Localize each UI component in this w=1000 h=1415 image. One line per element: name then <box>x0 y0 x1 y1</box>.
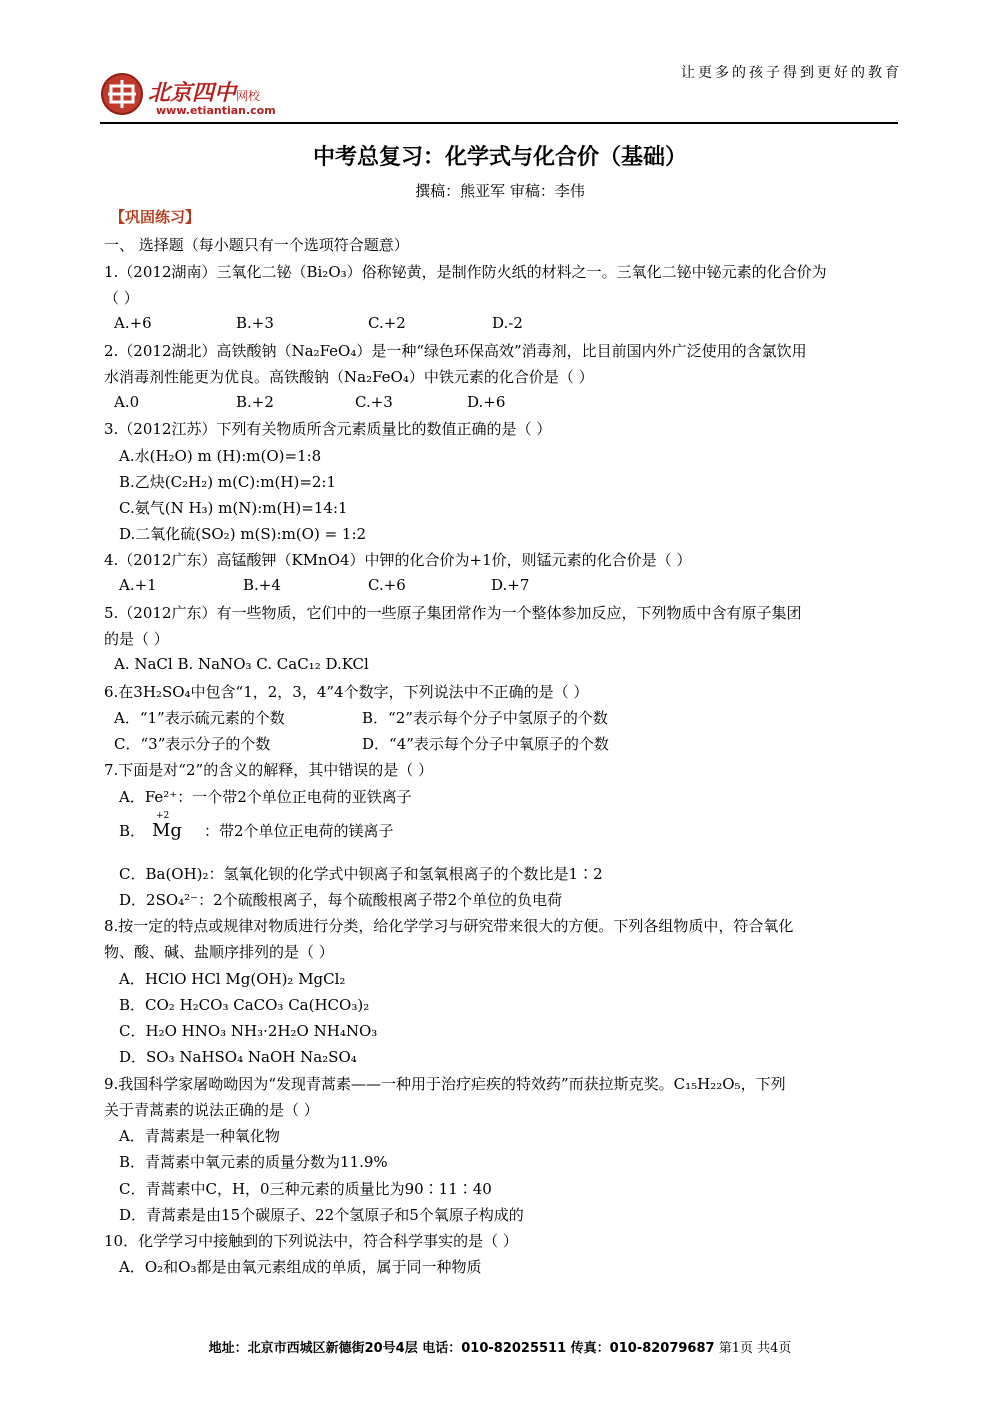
q7-option-d: D．2SO₄²⁻：2个硫酸根离子，每个硫酸根离子带2个单位的负电荷 <box>119 891 563 909</box>
logo-sub: 网校 <box>236 89 261 103</box>
q2-stem-line1: 2.（2012湖北）高铁酸钠（Na₂FeO₄）是一种“绿色环保高效”消毒剂，比目前国内外广泛使用的含氯饮用 <box>104 342 807 360</box>
q9-stem-line2: 关于青蒿素的说法正确的是（ ） <box>104 1101 319 1119</box>
q2-option-a: A.0 <box>114 393 140 411</box>
q4-option-b: B.+4 <box>243 576 281 594</box>
part-heading: 一、 选择题（每小题只有一个选项符合题意） <box>104 236 409 254</box>
q9-option-d: D．青蒿素是由15个碳原子、22个氢原子和5个氧原子构成的 <box>119 1206 524 1224</box>
q4-stem: 4.（2012广东）高锰酸钾（KMnO4）中钾的化合价为+1价，则锰元素的化合价是（ ） <box>104 551 692 569</box>
q6-option-c: C．“3”表示分子的个数 <box>114 735 271 753</box>
q3-option-a: A.水(H₂O) m (H):m(O)=1:8 <box>119 447 322 465</box>
q6-option-a: A．“1”表示硫元素的个数 <box>114 709 285 727</box>
q2-stem-line2: 水消毒剂性能更为优良。高铁酸钠（Na₂FeO₄）中铁元素的化合价是（ ） <box>104 368 594 386</box>
q1-option-d: D.-2 <box>492 314 523 332</box>
q9-option-a: A．青蒿素是一种氧化物 <box>119 1127 280 1145</box>
q1-stem: 1.（2012湖南）三氧化二铋（Bi₂O₃）俗称铋黄，是制作防火纸的材料之一。三氧化二铋中铋元素的化合价为 <box>104 263 827 281</box>
q3-stem: 3.（2012江苏）下列有关物质所含元素质量比的数值正确的是（ ） <box>104 420 552 438</box>
q4-option-c: C.+6 <box>368 576 406 594</box>
q5-stem-line2: 的是（ ） <box>104 630 169 648</box>
q2-option-b: B.+2 <box>236 393 274 411</box>
q1-blank: （ ） <box>104 289 139 307</box>
footer-page-number: 第1页 共4页 <box>714 1341 792 1356</box>
q1-option-b: B.+3 <box>236 314 274 332</box>
q3-option-d: D.二氧化硫(SO₂) m(S):m(O) = 1:2 <box>119 525 367 543</box>
q8-option-a: A．HClO HCl Mg(OH)₂ MgCl₂ <box>119 970 346 988</box>
q4-option-d: D.+7 <box>491 576 530 594</box>
q7-option-c: C．Ba(OH)₂：氢氧化钡的化学式中钡离子和氢氧根离子的个数比是1∶2 <box>119 865 603 883</box>
page-footer <box>0 1337 1000 1356</box>
q10-option-a: A．O₂和O₃都是由氧元素组成的单质，属于同一种物质 <box>119 1258 482 1276</box>
q7-stem: 7.下面是对“2”的含义的解释，其中错误的是（ ） <box>104 761 433 779</box>
q3-option-c: C.氨气(N H₃) m(N):m(H)=14:1 <box>119 499 348 517</box>
q10-stem: 10．化学学习中接触到的下列说法中，符合科学事实的是（ ） <box>104 1232 518 1250</box>
q8-option-b: B．CO₂ H₂CO₃ CaCO₃ Ca(HCO₃)₂ <box>119 996 370 1014</box>
q1-option-a: A.+6 <box>114 314 152 332</box>
logo-url: www.etiantian.com <box>156 104 276 117</box>
q8-option-c: C．H₂O HNO₃ NH₃·2H₂O NH₄NO₃ <box>119 1022 378 1040</box>
q7-valence-mg <box>152 811 182 841</box>
footer-address: 地址：北京市西城区新德街20号4层 电话：010-82025511 传真：010-82079687 <box>208 1341 715 1356</box>
q9-option-b: B．青蒿素中氧元素的质量分数为11.9% <box>119 1153 388 1171</box>
section-heading: 【巩固练习】 <box>110 208 201 226</box>
q7-option-b-label: B． <box>119 822 146 840</box>
q8-stem-line2: 物、酸、碱、盐顺序排列的是（ ） <box>104 943 334 961</box>
q9-option-c: C．青蒿素中C，H，0三种元素的质量比为90∶11∶40 <box>119 1180 492 1198</box>
q5-options: A. NaCl B. NaNO₃ C. CaC₁₂ D.KCl <box>114 655 369 673</box>
logo-name <box>148 76 260 107</box>
q7-option-b-text: ：带2个单位正电荷的镁离子 <box>204 822 394 840</box>
q4-option-a: A.+1 <box>119 576 157 594</box>
logo-emblem-icon <box>100 72 144 116</box>
doc-title: 中考总复习：化学式与化合价（基础） <box>312 144 687 170</box>
q1-option-c: C.+2 <box>368 314 406 332</box>
q6-option-b: B．“2”表示每个分子中氢原子的个数 <box>362 709 608 727</box>
q3-option-b: B.乙炔(C₂H₂) m(C):m(H)=2:1 <box>119 473 337 491</box>
header-rule <box>100 122 898 124</box>
q6-stem: 6.在3H₂SO₄中包含“1，2，3，4”4个数字，下列说法中不正确的是（ ） <box>104 683 589 701</box>
q7-valence-value: +2 <box>156 811 170 821</box>
q7-valence-symbol: Mg <box>152 820 182 841</box>
q6-option-d: D．“4”表示每个分子中氧原子的个数 <box>362 735 609 753</box>
q8-option-d: D．SO₃ NaHSO₄ NaOH Na₂SO₄ <box>119 1048 357 1066</box>
q9-stem-line1: 9.我国科学家屠呦呦因为“发现青蒿素——一种用于治疗疟疾的特效药”而获拉斯克奖。C₁₅H₂₂O₅，下列 <box>104 1075 786 1093</box>
q2-option-c: C.+3 <box>355 393 393 411</box>
q7-option-a: A．Fe²⁺：一个带2个单位正电荷的亚铁离子 <box>119 788 412 806</box>
q8-stem-line1: 8.按一定的特点或规律对物质进行分类，给化学学习与研究带来很大的方便。下列各组物质中，符合氧化 <box>104 917 794 935</box>
q5-stem-line1: 5.（2012广东）有一些物质，它们中的一些原子集团常作为一个整体参加反应，下列物质中含有原子集团 <box>104 604 802 622</box>
doc-authors: 撰稿：熊亚军 审稿：李伟 <box>415 182 585 200</box>
q2-option-d: D.+6 <box>467 393 506 411</box>
school-logo[interactable] <box>100 72 276 120</box>
header-slogan: 让更多的孩子得到更好的教育 <box>681 65 902 81</box>
logo-name-text: 北京四中 <box>148 80 237 106</box>
